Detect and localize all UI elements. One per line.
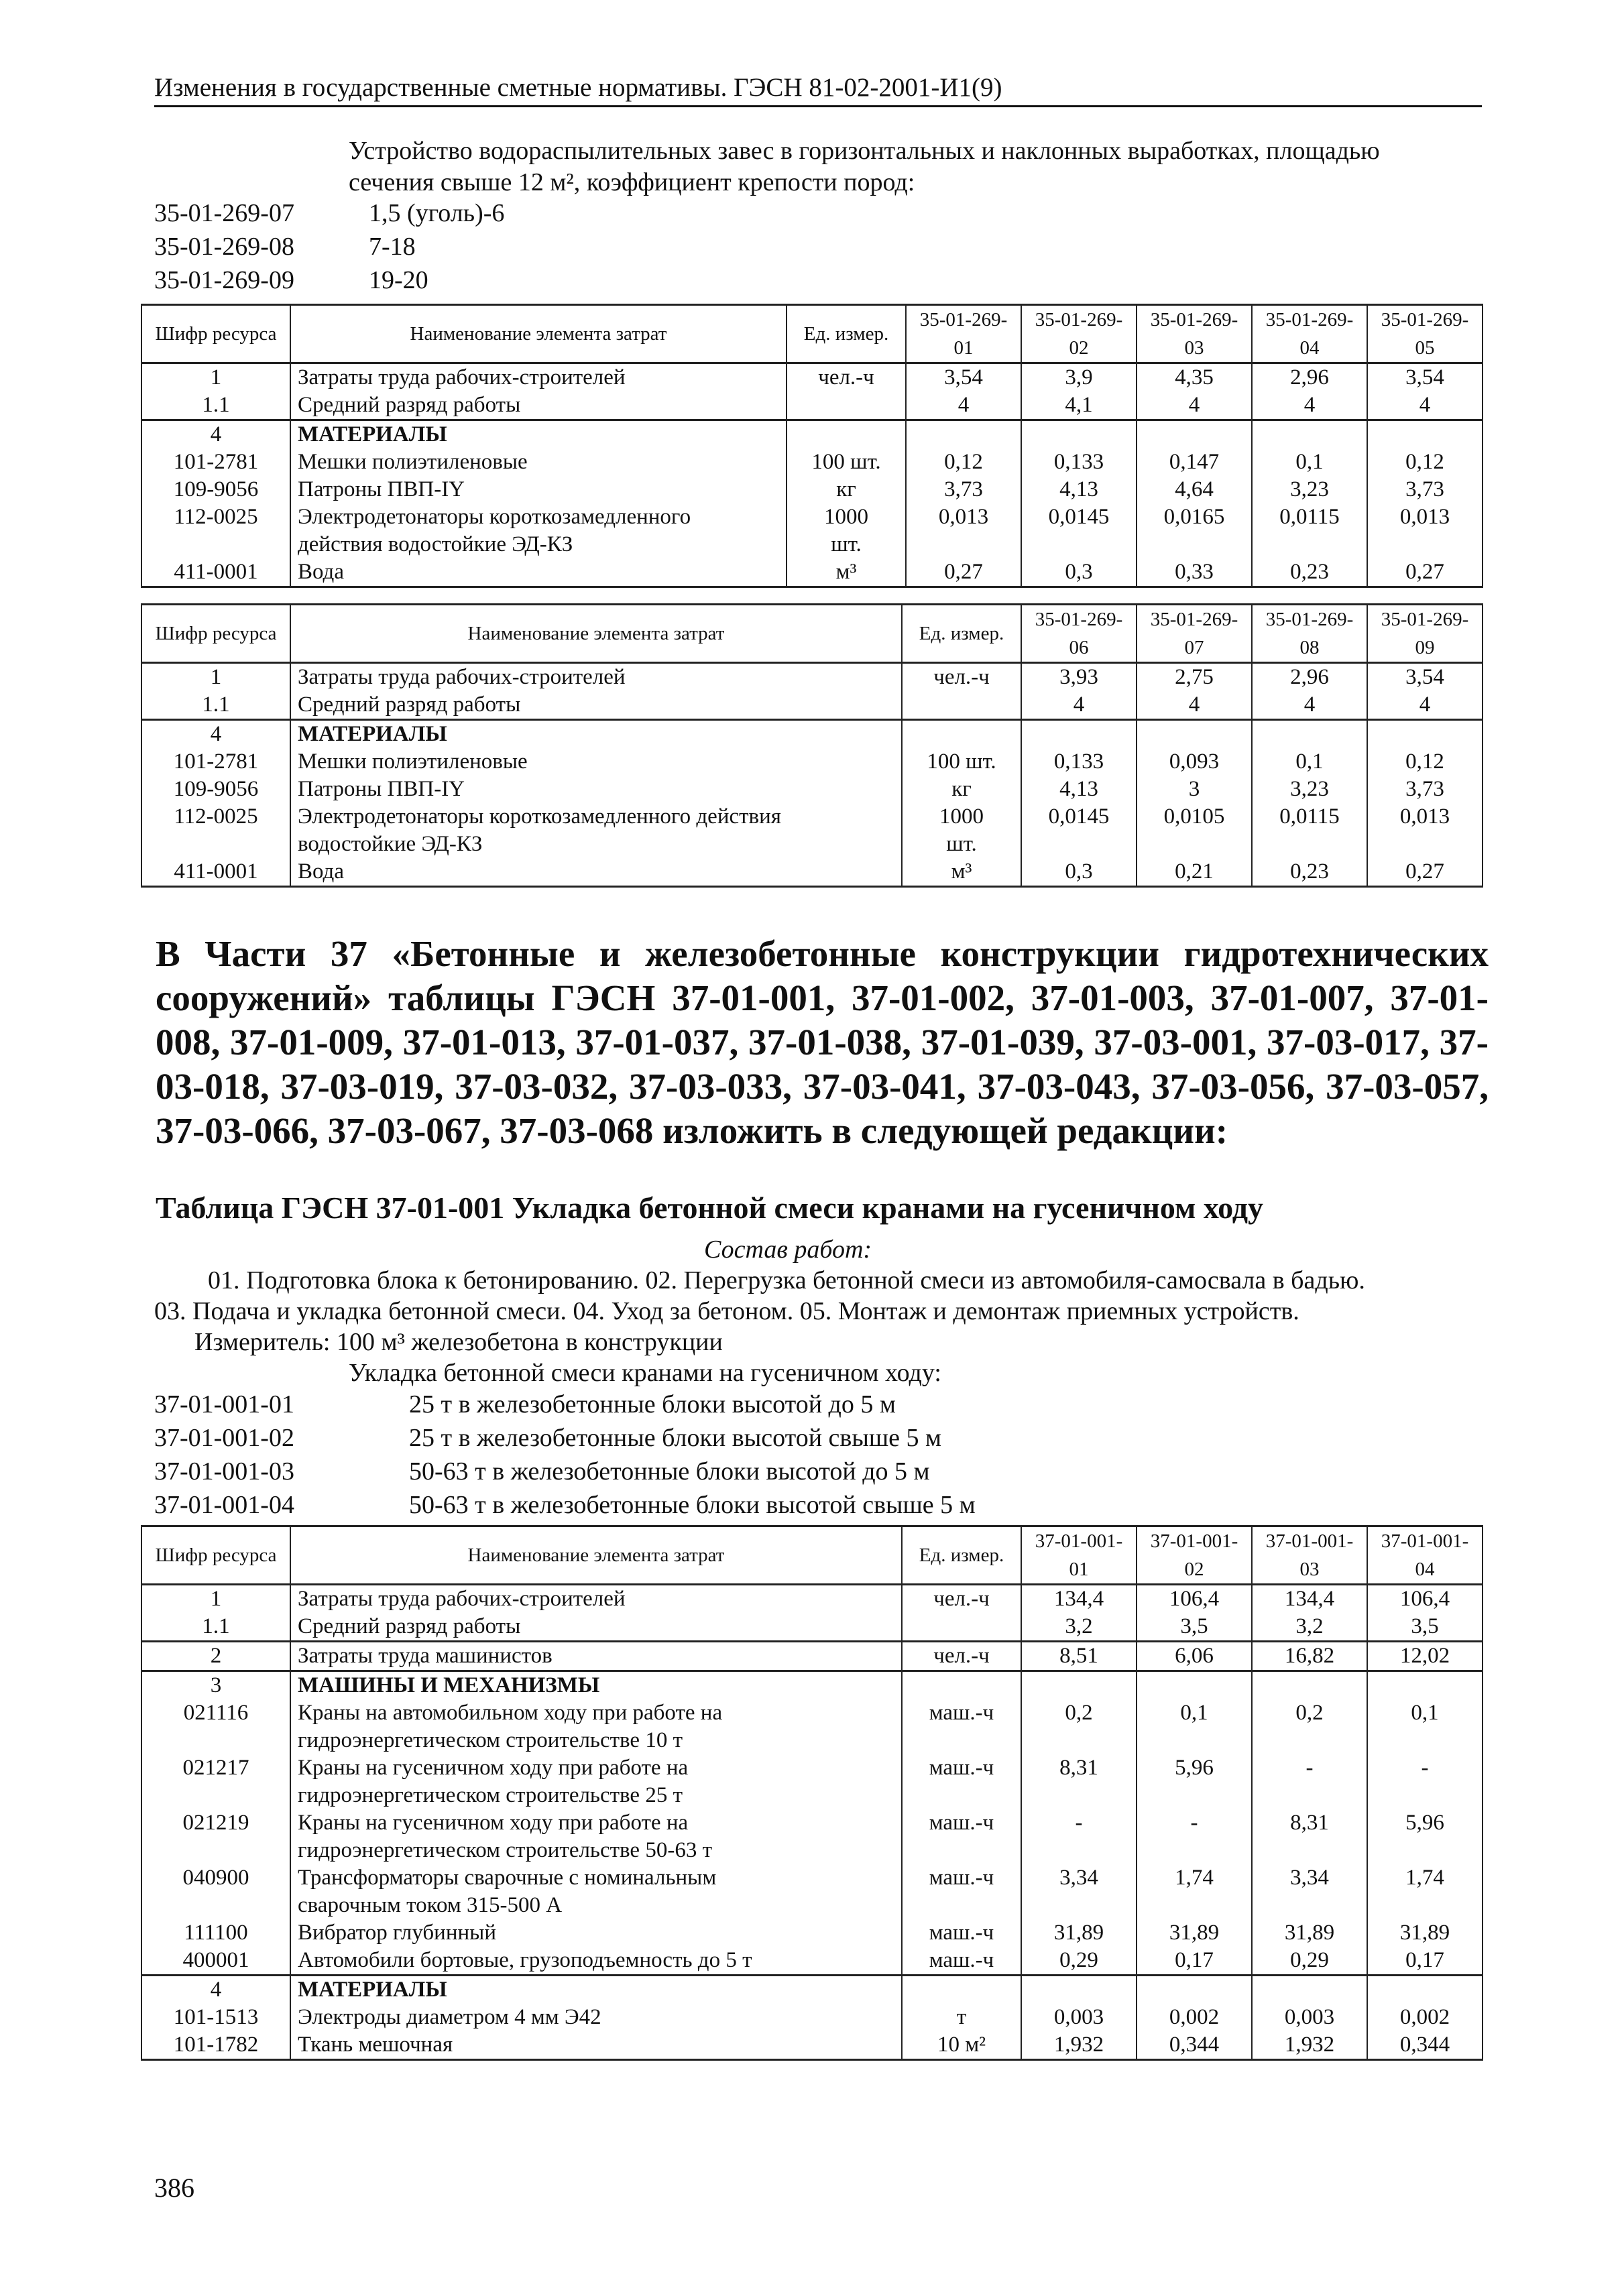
cell-value: 5,96 xyxy=(1137,1754,1252,1782)
cell-value: - xyxy=(1021,1809,1137,1837)
intro-code-row xyxy=(154,263,504,297)
cell-value: 0,003 xyxy=(1021,2004,1137,2031)
cell-value: 0,33 xyxy=(1137,558,1252,587)
cell-value: 4 xyxy=(1252,391,1367,420)
cell-value: 1,932 xyxy=(1021,2031,1137,2060)
table-row xyxy=(141,503,1483,531)
cell-value: 31,89 xyxy=(1252,1919,1367,1947)
cell-value: 0,002 xyxy=(1367,2004,1483,2031)
cell-value: 0,0145 xyxy=(1021,803,1137,831)
col-header-code: Шифр ресурса xyxy=(141,1526,290,1585)
table-section-row xyxy=(141,420,1483,449)
cell-value: 0,23 xyxy=(1252,558,1367,587)
cell-unit xyxy=(902,1613,1021,1642)
cell-name: Трансформаторы сварочные с номинальным xyxy=(290,1864,902,1892)
cell-code: 112-0025 xyxy=(141,803,290,831)
cell-code: 112-0025 xyxy=(141,503,290,531)
cell-value: 3 xyxy=(1137,776,1252,803)
cell-value: 16,82 xyxy=(1252,1642,1367,1671)
intro-line-2: сечения свыше 12 м², коэффициент крепости пород: xyxy=(349,168,915,196)
cell-value: 8,31 xyxy=(1252,1809,1367,1837)
cell-code: 101-2781 xyxy=(141,748,290,776)
cell-unit: шт. xyxy=(902,831,1021,858)
table-row xyxy=(141,748,1483,776)
work-code-row xyxy=(154,1488,976,1522)
cell-unit xyxy=(787,391,906,420)
col-header-norm: 37-01-001-04 xyxy=(1367,1526,1483,1585)
section-title: МАТЕРИАЛЫ xyxy=(290,1976,902,2004)
col-header-norm: 35-01-269-05 xyxy=(1367,305,1483,363)
cell-name: Затраты труда рабочих-строителей xyxy=(290,363,787,392)
cell-value: 0,0165 xyxy=(1137,503,1252,531)
cell-code: 4 xyxy=(141,420,290,449)
cell-unit: м³ xyxy=(787,558,906,587)
cell-name: Электроды диаметром 4 мм Э42 xyxy=(290,2004,902,2031)
cell-code: 2 xyxy=(141,1642,290,1671)
intro-line-1: Устройство водораспылительных завес в горизонтальных и наклонных выработках, площадью xyxy=(349,137,1380,165)
work-line-1: 01. Подготовка блока к бетонированию. 02. Перегрузка бетонной смеси из автомобиля-самосвала в бадью. xyxy=(208,1266,1365,1294)
cell-code: 4 xyxy=(141,720,290,749)
cell-value: 4 xyxy=(1137,691,1252,720)
norm-table-3 xyxy=(141,1525,1483,2061)
cell-value: 31,89 xyxy=(1021,1919,1137,1947)
cell-value: 0,1 xyxy=(1252,748,1367,776)
table-row xyxy=(141,691,1483,720)
cell-value: 3,54 xyxy=(1367,663,1483,692)
table-row xyxy=(141,663,1483,692)
col-header-name: Наименование элемента затрат xyxy=(290,1526,902,1585)
cell-name: гидроэнергетическом строительстве 25 т xyxy=(290,1782,902,1809)
intro-code-desc: 7-18 xyxy=(369,233,416,261)
cell-value: 0,0145 xyxy=(1021,503,1137,531)
cell-code: 4 xyxy=(141,1976,290,2004)
col-header-norm: 37-01-001-03 xyxy=(1252,1526,1367,1585)
cell-code: 101-1513 xyxy=(141,2004,290,2031)
cell-unit: 1000 xyxy=(787,503,906,531)
cell-value: 0,002 xyxy=(1137,2004,1252,2031)
work-code-desc: 25 т в железобетонные блоки высотой до 5 м xyxy=(409,1390,896,1418)
table-row xyxy=(141,448,1483,476)
cell-value: 3,73 xyxy=(1367,476,1483,503)
table-section-row xyxy=(141,1671,1483,1700)
work-meter: Измеритель: 100 м³ железобетона в конструкции xyxy=(194,1328,723,1356)
cell-value: 0,12 xyxy=(1367,748,1483,776)
cell-value: 134,4 xyxy=(1021,1585,1137,1614)
col-header-norm: 37-01-001-01 xyxy=(1021,1526,1137,1585)
work-code-desc: 50-63 т в железобетонные блоки высотой свыше 5 м xyxy=(409,1491,976,1519)
cell-value: 5,96 xyxy=(1367,1809,1483,1837)
table-section-row xyxy=(141,1976,1483,2004)
table-row xyxy=(141,391,1483,420)
running-header: Изменения в государственные сметные нормативы. ГЭСН 81-02-2001-И1(9) xyxy=(154,72,1482,107)
cell-value: 4 xyxy=(906,391,1021,420)
cell-value: 3,73 xyxy=(906,476,1021,503)
cell-value: 3,73 xyxy=(1367,776,1483,803)
cell-unit: 100 шт. xyxy=(787,448,906,476)
cell-value: 4 xyxy=(1021,691,1137,720)
cell-value: 0,1 xyxy=(1252,448,1367,476)
cell-value: 0,21 xyxy=(1137,858,1252,887)
col-header-norm: 35-01-269-08 xyxy=(1252,605,1367,663)
cell-unit: кг xyxy=(902,776,1021,803)
cell-value: 4,13 xyxy=(1021,476,1137,503)
table-row xyxy=(141,803,1483,831)
cell-name: Автомобили бортовые, грузоподъемность до 5 т xyxy=(290,1947,902,1976)
cell-code: 101-1782 xyxy=(141,2031,290,2060)
cell-value: 2,96 xyxy=(1252,363,1367,392)
cell-unit xyxy=(902,691,1021,720)
cell-value: 8,51 xyxy=(1021,1642,1137,1671)
table-row xyxy=(141,363,1483,392)
cell-unit: маш.-ч xyxy=(902,1919,1021,1947)
cell-unit: чел.-ч xyxy=(902,663,1021,692)
col-header-name: Наименование элемента затрат xyxy=(290,305,787,363)
cell-value: 0,0115 xyxy=(1252,503,1367,531)
col-header-code: Шифр ресурса xyxy=(141,605,290,663)
cell-value: 4,13 xyxy=(1021,776,1137,803)
col-header-norm: 35-01-269-07 xyxy=(1137,605,1252,663)
table-row xyxy=(141,776,1483,803)
cell-value: 3,34 xyxy=(1021,1864,1137,1892)
cell-value: 0,013 xyxy=(906,503,1021,531)
cell-code: 411-0001 xyxy=(141,558,290,587)
cell-value: 0,12 xyxy=(906,448,1021,476)
cell-value: 6,06 xyxy=(1137,1642,1252,1671)
table-row xyxy=(141,1585,1483,1614)
cell-value: 134,4 xyxy=(1252,1585,1367,1614)
intro-code-desc: 19-20 xyxy=(369,266,428,294)
table-row xyxy=(141,1642,1483,1671)
cell-unit: маш.-ч xyxy=(902,1947,1021,1976)
cell-value: 0,133 xyxy=(1021,448,1137,476)
cell-code: 1 xyxy=(141,663,290,692)
section-title: МАТЕРИАЛЫ xyxy=(290,420,787,449)
cell-name: Патроны ПВП-IY xyxy=(290,776,902,803)
cell-value: 3,23 xyxy=(1252,476,1367,503)
cell-unit: 1000 xyxy=(902,803,1021,831)
cell-value: 106,4 xyxy=(1137,1585,1252,1614)
table-header-row xyxy=(141,605,1483,663)
cell-code: 411-0001 xyxy=(141,858,290,887)
cell-unit: шт. xyxy=(787,531,906,558)
table-title: Таблица ГЭСН 37-01-001 Укладка бетонной смеси кранами на гусеничном ходу xyxy=(156,1191,1264,1225)
cell-value: 0,23 xyxy=(1252,858,1367,887)
cell-value: 3,9 xyxy=(1021,363,1137,392)
cell-name: Вода xyxy=(290,858,902,887)
table-row xyxy=(141,1809,1483,1837)
col-header-norm: 35-01-269-09 xyxy=(1367,605,1483,663)
cell-value: 0,27 xyxy=(1367,858,1483,887)
cell-code: 109-9056 xyxy=(141,476,290,503)
work-subheading: Укладка бетонной смеси кранами на гусеничном ходу: xyxy=(349,1359,941,1387)
table-row-continuation xyxy=(141,531,1483,558)
col-header-unit: Ед. измер. xyxy=(902,605,1021,663)
cell-unit: маш.-ч xyxy=(902,1809,1021,1837)
cell-value: 0,3 xyxy=(1021,858,1137,887)
cell-value: 3,93 xyxy=(1021,663,1137,692)
cell-value: 0,147 xyxy=(1137,448,1252,476)
cell-unit: чел.-ч xyxy=(787,363,906,392)
intro-code: 35-01-269-07 xyxy=(154,199,294,227)
cell-value: 3,5 xyxy=(1137,1613,1252,1642)
cell-value: 0,3 xyxy=(1021,558,1137,587)
cell-name: Электродетонаторы короткозамедленного действия xyxy=(290,803,902,831)
cell-value: 0,17 xyxy=(1367,1947,1483,1976)
table-row-continuation xyxy=(141,1782,1483,1809)
cell-code: 021217 xyxy=(141,1754,290,1782)
cell-value: 3,54 xyxy=(1367,363,1483,392)
cell-value: 4,1 xyxy=(1021,391,1137,420)
cell-value: 1,74 xyxy=(1137,1864,1252,1892)
cell-name: Краны на гусеничном ходу при работе на xyxy=(290,1809,902,1837)
cell-value: 4 xyxy=(1137,391,1252,420)
table-row-continuation xyxy=(141,831,1483,858)
table-header-row xyxy=(141,305,1483,363)
cell-value: 0,27 xyxy=(1367,558,1483,587)
cell-value: 4 xyxy=(1252,691,1367,720)
cell-name: гидроэнергетическом строительстве 10 т xyxy=(290,1727,902,1754)
cell-value: 4,64 xyxy=(1137,476,1252,503)
cell-code: 1.1 xyxy=(141,691,290,720)
table-row-continuation xyxy=(141,1837,1483,1864)
cell-value: 0,17 xyxy=(1137,1947,1252,1976)
cell-unit: кг xyxy=(787,476,906,503)
work-codes xyxy=(154,1388,976,1522)
cell-value: 2,96 xyxy=(1252,663,1367,692)
table-row xyxy=(141,558,1483,587)
cell-value: 0,1 xyxy=(1137,1699,1252,1727)
cell-value: 3,23 xyxy=(1252,776,1367,803)
cell-value: 0,2 xyxy=(1252,1699,1367,1727)
cell-value: 12,02 xyxy=(1367,1642,1483,1671)
cell-name: Средний разряд работы xyxy=(290,1613,902,1642)
cell-value: 4 xyxy=(1367,391,1483,420)
cell-unit: маш.-ч xyxy=(902,1864,1021,1892)
norm-table-2 xyxy=(141,603,1483,888)
cell-value: 0,29 xyxy=(1021,1947,1137,1976)
cell-name: Вода xyxy=(290,558,787,587)
cell-value: 106,4 xyxy=(1367,1585,1483,1614)
cell-value: 31,89 xyxy=(1367,1919,1483,1947)
cell-value: 3,2 xyxy=(1021,1613,1137,1642)
cell-value: 0,093 xyxy=(1137,748,1252,776)
col-header-norm: 35-01-269-01 xyxy=(906,305,1021,363)
cell-name: Затраты труда рабочих-строителей xyxy=(290,663,902,692)
cell-value: 3,34 xyxy=(1252,1864,1367,1892)
cell-unit: 100 шт. xyxy=(902,748,1021,776)
cell-value: 3,2 xyxy=(1252,1613,1367,1642)
cell-name: Мешки полиэтиленовые xyxy=(290,448,787,476)
work-code-desc: 25 т в железобетонные блоки высотой свыше 5 м xyxy=(409,1424,942,1452)
cell-code: 021219 xyxy=(141,1809,290,1837)
cell-value: 1,932 xyxy=(1252,2031,1367,2060)
cell-unit: м³ xyxy=(902,858,1021,887)
cell-value: 0,003 xyxy=(1252,2004,1367,2031)
page-number: 386 xyxy=(154,2173,194,2203)
intro-code: 35-01-269-09 xyxy=(154,266,294,294)
col-header-norm: 37-01-001-02 xyxy=(1137,1526,1252,1585)
table-row-continuation xyxy=(141,1727,1483,1754)
cell-value: - xyxy=(1367,1754,1483,1782)
table-row xyxy=(141,2031,1483,2060)
intro-code-desc: 1,5 (уголь)-6 xyxy=(369,199,505,227)
cell-code: 021116 xyxy=(141,1699,290,1727)
cell-code: 1 xyxy=(141,1585,290,1614)
cell-name: водостойкие ЭД-КЗ xyxy=(290,831,902,858)
cell-value: 0,133 xyxy=(1021,748,1137,776)
cell-value: 0,344 xyxy=(1367,2031,1483,2060)
intro-code-row xyxy=(154,196,504,230)
cell-value: 4,35 xyxy=(1137,363,1252,392)
cell-code: 1.1 xyxy=(141,391,290,420)
work-code: 37-01-001-04 xyxy=(154,1491,294,1519)
cell-name: Краны на автомобильном ходу при работе на xyxy=(290,1699,902,1727)
cell-name: Патроны ПВП-IY xyxy=(290,476,787,503)
cell-value: 0,0105 xyxy=(1137,803,1252,831)
cell-code: 3 xyxy=(141,1671,290,1700)
work-code: 37-01-001-02 xyxy=(154,1424,294,1452)
work-heading: Состав работ: xyxy=(704,1235,872,1264)
cell-unit: чел.-ч xyxy=(902,1642,1021,1671)
col-header-code: Шифр ресурса xyxy=(141,305,290,363)
table-row-continuation xyxy=(141,1892,1483,1919)
col-header-unit: Ед. измер. xyxy=(787,305,906,363)
cell-value: 31,89 xyxy=(1137,1919,1252,1947)
table-row xyxy=(141,1613,1483,1642)
cell-value: 0,12 xyxy=(1367,448,1483,476)
cell-value: 3,54 xyxy=(906,363,1021,392)
cell-value: - xyxy=(1137,1809,1252,1837)
cell-unit: маш.-ч xyxy=(902,1754,1021,1782)
norm-table-1 xyxy=(141,304,1483,588)
table-row xyxy=(141,476,1483,503)
table-header-row xyxy=(141,1526,1483,1585)
cell-name: гидроэнергетическом строительстве 50-63 т xyxy=(290,1837,902,1864)
amendment-announcement: В Части 37 «Бетонные и железобетонные конструкции гидротехнических сооружений» таблицы ГЭСН 37-01-001, 37-01-002, 37-01-003, 37-01-007, 37-01-008, 37-01-009, 37-01-013, 37-01-037, 37-01-038, 37-01-039, 37-03-001, 37-03-017, 37-03-018, 37-03-019, 37-03-032, 37-03-033, 37-03-041, 37-03-043, 37-03-056, 37-03-057, 37-03-066, 37-03-067, 37-03-068 изложить в следующей редакции: xyxy=(156,933,1489,1151)
cell-code: 1.1 xyxy=(141,1613,290,1642)
col-header-name: Наименование элемента затрат xyxy=(290,605,902,663)
cell-value: 8,31 xyxy=(1021,1754,1137,1782)
cell-unit: маш.-ч xyxy=(902,1699,1021,1727)
cell-value: 2,75 xyxy=(1137,663,1252,692)
intro-code-row xyxy=(154,230,504,263)
col-header-unit: Ед. измер. xyxy=(902,1526,1021,1585)
cell-name: Электродетонаторы короткозамедленного xyxy=(290,503,787,531)
cell-name: Средний разряд работы xyxy=(290,691,902,720)
cell-value: 3,5 xyxy=(1367,1613,1483,1642)
cell-value: 4 xyxy=(1367,691,1483,720)
work-code: 37-01-001-01 xyxy=(154,1390,294,1418)
col-header-norm: 35-01-269-03 xyxy=(1137,305,1252,363)
cell-code: 400001 xyxy=(141,1947,290,1976)
cell-value: 0,2 xyxy=(1021,1699,1137,1727)
work-code-row xyxy=(154,1388,976,1421)
table-row xyxy=(141,1919,1483,1947)
cell-value: 0,344 xyxy=(1137,2031,1252,2060)
intro-code: 35-01-269-08 xyxy=(154,233,294,261)
cell-code: 1 xyxy=(141,363,290,392)
work-code-row xyxy=(154,1455,976,1488)
cell-value: 1,74 xyxy=(1367,1864,1483,1892)
table-row xyxy=(141,2004,1483,2031)
section-title: МАТЕРИАЛЫ xyxy=(290,720,902,749)
cell-code: 111100 xyxy=(141,1919,290,1947)
cell-unit: т xyxy=(902,2004,1021,2031)
cell-name: Вибратор глубинный xyxy=(290,1919,902,1947)
cell-value: 0,1 xyxy=(1367,1699,1483,1727)
cell-value: 0,0115 xyxy=(1252,803,1367,831)
table-row xyxy=(141,1699,1483,1727)
cell-name: Мешки полиэтиленовые xyxy=(290,748,902,776)
intro-codes xyxy=(154,196,504,297)
cell-unit: 10 м² xyxy=(902,2031,1021,2060)
table-row xyxy=(141,1754,1483,1782)
work-code-row xyxy=(154,1421,976,1455)
cell-value: 0,27 xyxy=(906,558,1021,587)
cell-name: Средний разряд работы xyxy=(290,391,787,420)
work-code: 37-01-001-03 xyxy=(154,1457,294,1486)
col-header-norm: 35-01-269-02 xyxy=(1021,305,1137,363)
work-line-2: 03. Подача и укладка бетонной смеси. 04. Уход за бетоном. 05. Монтаж и демонтаж приемных устройств. xyxy=(154,1297,1299,1325)
cell-name: Затраты труда рабочих-строителей xyxy=(290,1585,902,1614)
table-row xyxy=(141,1947,1483,1976)
table-row xyxy=(141,1864,1483,1892)
section-title: МАШИНЫ И МЕХАНИЗМЫ xyxy=(290,1671,902,1700)
cell-value: 0,29 xyxy=(1252,1947,1367,1976)
col-header-norm: 35-01-269-04 xyxy=(1252,305,1367,363)
cell-name: Ткань мешочная xyxy=(290,2031,902,2060)
cell-value: - xyxy=(1252,1754,1367,1782)
cell-value: 0,013 xyxy=(1367,803,1483,831)
work-code-desc: 50-63 т в железобетонные блоки высотой до 5 м xyxy=(409,1457,930,1486)
cell-name: Затраты труда машинистов xyxy=(290,1642,902,1671)
cell-unit: чел.-ч xyxy=(902,1585,1021,1614)
col-header-norm: 35-01-269-06 xyxy=(1021,605,1137,663)
cell-name: Краны на гусеничном ходу при работе на xyxy=(290,1754,902,1782)
cell-code: 109-9056 xyxy=(141,776,290,803)
table-row xyxy=(141,858,1483,887)
cell-name: действия водостойкие ЭД-КЗ xyxy=(290,531,787,558)
cell-code: 040900 xyxy=(141,1864,290,1892)
cell-value: 0,013 xyxy=(1367,503,1483,531)
cell-name: сварочным током 315-500 А xyxy=(290,1892,902,1919)
cell-code: 101-2781 xyxy=(141,448,290,476)
table-section-row xyxy=(141,720,1483,749)
